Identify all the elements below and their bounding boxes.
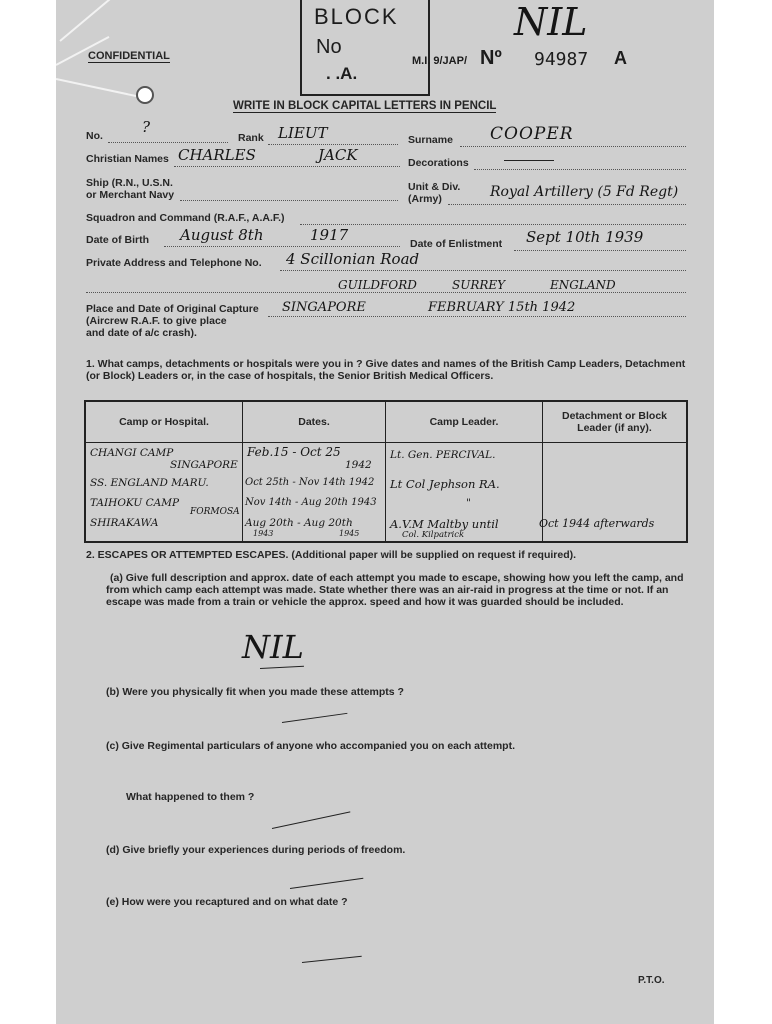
camp-cell xyxy=(85,443,243,543)
capture-label-2: (Aircrew R.A.F. to give place xyxy=(86,315,227,327)
serial-number: 94987 xyxy=(534,49,589,70)
serial-symbol: Nº xyxy=(480,47,502,69)
table-row xyxy=(85,443,687,543)
surname-value: COOPER xyxy=(490,124,574,144)
ship-label-1: Ship (R.N., U.S.N. xyxy=(86,177,173,189)
reference-code: M.I. 9/JAP/ xyxy=(412,55,468,67)
camps-table xyxy=(84,400,688,543)
date-entry: Oct 25th - Nov 14th 1942 xyxy=(245,477,375,488)
no-value: ? xyxy=(142,118,151,136)
escape-answer-nil: NIL xyxy=(242,628,304,666)
unit-label-1: Unit & Div. xyxy=(408,181,461,193)
dob-label: Date of Birth xyxy=(86,234,149,246)
capture-place: SINGAPORE xyxy=(282,300,366,315)
date-entry: 1942 xyxy=(345,459,372,471)
date-entry: 1943 xyxy=(253,529,274,538)
question-2e: (e) How were you recaptured and on what date ? xyxy=(106,896,348,908)
question-2-title: 2. ESCAPES OR ATTEMPTED ESCAPES. (Additional paper will be supplied on request if required). xyxy=(86,549,577,561)
squadron-label: Squadron and Command (R.A.F., A.A.F.) xyxy=(86,212,285,224)
enlistment-value: Sept 10th 1939 xyxy=(526,228,644,246)
document-page xyxy=(56,0,714,1024)
christian-name-2: JACK xyxy=(318,146,358,164)
capture-label-1: Place and Date of Original Capture xyxy=(86,303,259,315)
nil-stamp: NIL xyxy=(514,0,588,44)
surname-label: Surname xyxy=(408,134,453,146)
col-leader-header: Camp Leader. xyxy=(386,401,543,443)
enlistment-label: Date of Enlistment xyxy=(410,238,503,250)
ship-label-2: or Merchant Navy xyxy=(86,189,175,201)
tag-string xyxy=(56,78,144,99)
punch-hole xyxy=(136,86,154,104)
camp-entry: SS. ENGLAND MARU. xyxy=(90,477,209,489)
col-camp-header: Camp or Hospital. xyxy=(85,401,243,443)
col-detachment-header: Detachment or Block Leader (if any). xyxy=(543,401,688,443)
leader-entry: Col. Kilpatrick xyxy=(402,530,465,540)
date-entry: Feb.15 - Oct 25 xyxy=(247,445,341,459)
question-1: 1. What camps, detachments or hospitals were you in ? Give dates and names of the British Camp Leaders, Detachment (or Block) Leaders or, in the case of hospitals, the Senior British Medical Officers. xyxy=(86,358,686,382)
rank-label: Rank xyxy=(238,132,264,144)
leader-entry: A.V.M Maltby until xyxy=(390,517,499,531)
dob-value-1: August 8th xyxy=(180,226,264,244)
camp-entry: FORMOSA xyxy=(190,507,240,517)
camp-entry: TAIHOKU CAMP xyxy=(90,497,180,509)
capture-label-3: and date of a/c crash). xyxy=(86,327,197,339)
confidential-label: CONFIDENTIAL xyxy=(88,50,170,62)
block-letter: . .A. xyxy=(326,64,358,83)
block-title: BLOCK xyxy=(314,4,399,29)
leader-entry: Lt Col Jephson RA. xyxy=(390,477,500,491)
dates-cell xyxy=(243,443,386,543)
leader-entry: Lt. Gen. PERCIVAL. xyxy=(390,449,496,461)
no-label: No. xyxy=(86,130,103,142)
block-stamp-box xyxy=(300,0,430,96)
pto-label: P.T.O. xyxy=(638,975,665,986)
unit-value: Royal Artillery (5 Fd Regt) xyxy=(490,184,679,200)
question-2d: (d) Give briefly your experiences during periods of freedom. xyxy=(106,844,406,856)
detachment-entry: Oct 1944 afterwards xyxy=(539,517,655,530)
date-entry: Aug 20th - Aug 20th xyxy=(245,517,353,529)
table-header-row xyxy=(85,401,687,443)
question-2b: (b) Were you physically fit when you made these attempts ? xyxy=(106,686,404,698)
question-2c: (c) Give Regimental particulars of anyone who accompanied you on each attempt. xyxy=(106,740,516,752)
question-2a: (a) Give full description and approx. date of each attempt you made to escape, showing how you left the camp, and from which camp each attempt was made. State whether there was an air-raid in progress at the time or not. If an escape was made from a train or vehicle the approx. speed and how it was guarded should be included. xyxy=(106,572,684,608)
date-entry: 1945 xyxy=(339,529,360,538)
serial-suffix: A xyxy=(614,48,627,68)
tag-string xyxy=(59,0,114,42)
instruction-heading: WRITE IN BLOCK CAPITAL LETTERS IN PENCIL xyxy=(233,100,497,112)
detachment-cell xyxy=(539,443,688,543)
col-dates-header: Dates. xyxy=(243,401,386,443)
camp-entry: SHIRAKAWA xyxy=(90,517,159,529)
address-county: SURREY xyxy=(452,278,506,292)
christian-name-1: CHARLES xyxy=(178,146,256,164)
rank-value: LIEUT xyxy=(278,124,328,142)
dob-value-2: 1917 xyxy=(310,226,349,244)
address-label: Private Address and Telephone No. xyxy=(86,257,262,269)
leader-entry: " xyxy=(466,497,471,509)
decorations-label: Decorations xyxy=(408,157,469,169)
address-line-1: 4 Scillonian Road xyxy=(286,250,420,268)
camp-entry: CHANGI CAMP xyxy=(90,447,174,459)
date-entry: Nov 14th - Aug 20th 1943 xyxy=(245,497,377,508)
christian-names-label: Christian Names xyxy=(86,153,169,165)
address-city: GUILDFORD xyxy=(338,278,417,292)
leader-cell xyxy=(386,443,543,543)
question-2c-followup: What happened to them ? xyxy=(126,791,255,803)
camp-entry: SINGAPORE xyxy=(170,459,238,471)
unit-label-2: (Army) xyxy=(408,193,442,205)
capture-date: FEBRUARY 15th 1942 xyxy=(428,300,576,315)
block-number-label: No xyxy=(316,36,342,58)
address-country: ENGLAND xyxy=(550,278,616,292)
